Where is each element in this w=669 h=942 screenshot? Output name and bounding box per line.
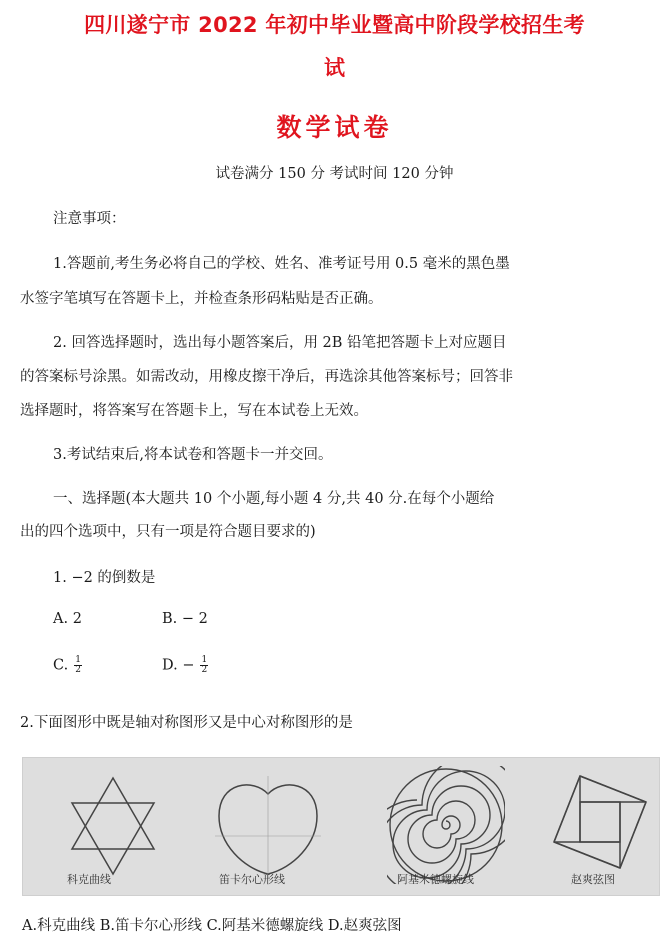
notice-item-3: 3.考试结束后,将本试卷和答题卡一并交回。 [53, 447, 333, 463]
figure-label-koch: 科克曲线 [67, 873, 111, 886]
q1-stem: 1. −2 的倒数是 [53, 570, 156, 586]
notice-item-2-line-1: 2. 回答选择题时，选出每小题答案后，用 2B 铅笔把答题卡上对应题目 [53, 335, 507, 351]
figure-label-spiral: 阿基米德螺旋线 [397, 873, 474, 886]
notice-item-2-line-2: 的答案标号涂黑。如需改动，用橡皮擦干净后，再选涂其他答案标号；回答非 [20, 369, 513, 385]
q2-options: A.科克曲线 B.笛卡尔心形线 C.阿基米德螺旋线 D.赵爽弦图 [22, 918, 402, 934]
q2-stem: 2.下面图形中既是轴对称图形又是中心对称图形的是 [20, 715, 353, 731]
exam-title-line1: 四川遂宁市 2022 年初中毕业暨高中阶段学校招生考 [84, 13, 585, 37]
figure-label-zhao-shuang: 赵爽弦图 [571, 873, 615, 886]
exam-info: 试卷满分 150 分 考试时间 120 分钟 [215, 166, 454, 182]
section-heading-line-1: 一、选择题(本大题共 10 个小题,每小题 4 分,共 40 分.在每个小题给 [53, 491, 495, 507]
zhao-shuang-chord-figure [550, 772, 650, 872]
q2-figure-panel [22, 757, 660, 896]
archimedean-spiral-figure [387, 766, 505, 884]
notice-item-2-line-3: 选择题时，将答案写在答题卡上，写在本试卷上无效。 [20, 403, 368, 419]
notice-heading: 注意事项： [53, 211, 126, 227]
koch-curve-figure [57, 770, 169, 882]
figure-label-cardioid: 笛卡尔心形线 [219, 873, 285, 886]
notice-item-1-line-1: 1.答题前,考生务必将自己的学校、姓名、准考证号用 0.5 毫米的黑色墨 [53, 256, 510, 272]
cardioid-figure [213, 774, 323, 879]
exam-title-line2: 试 [324, 56, 345, 80]
q1-option-c: C. $\frac{1}{2}$ [53, 655, 81, 675]
notice-item-1-line-2: 水签字笔填写在答题卡上，并检查条形码粘贴是否正确。 [20, 291, 383, 307]
q1-option-d: D. − $\frac{1}{2}$ [162, 655, 208, 675]
q1-option-b: B. − 2 [162, 611, 208, 627]
q1-option-a: A. 2 [53, 611, 82, 627]
fraction-one-half: $\frac{1}{2}$ [201, 655, 208, 675]
paper-subtitle: 数学试卷 [276, 113, 393, 142]
section-heading-line-2: 出的四个选项中，只有一项是符合题目要求的) [20, 524, 316, 540]
fraction-one-half: $\frac{1}{2}$ [75, 655, 81, 675]
